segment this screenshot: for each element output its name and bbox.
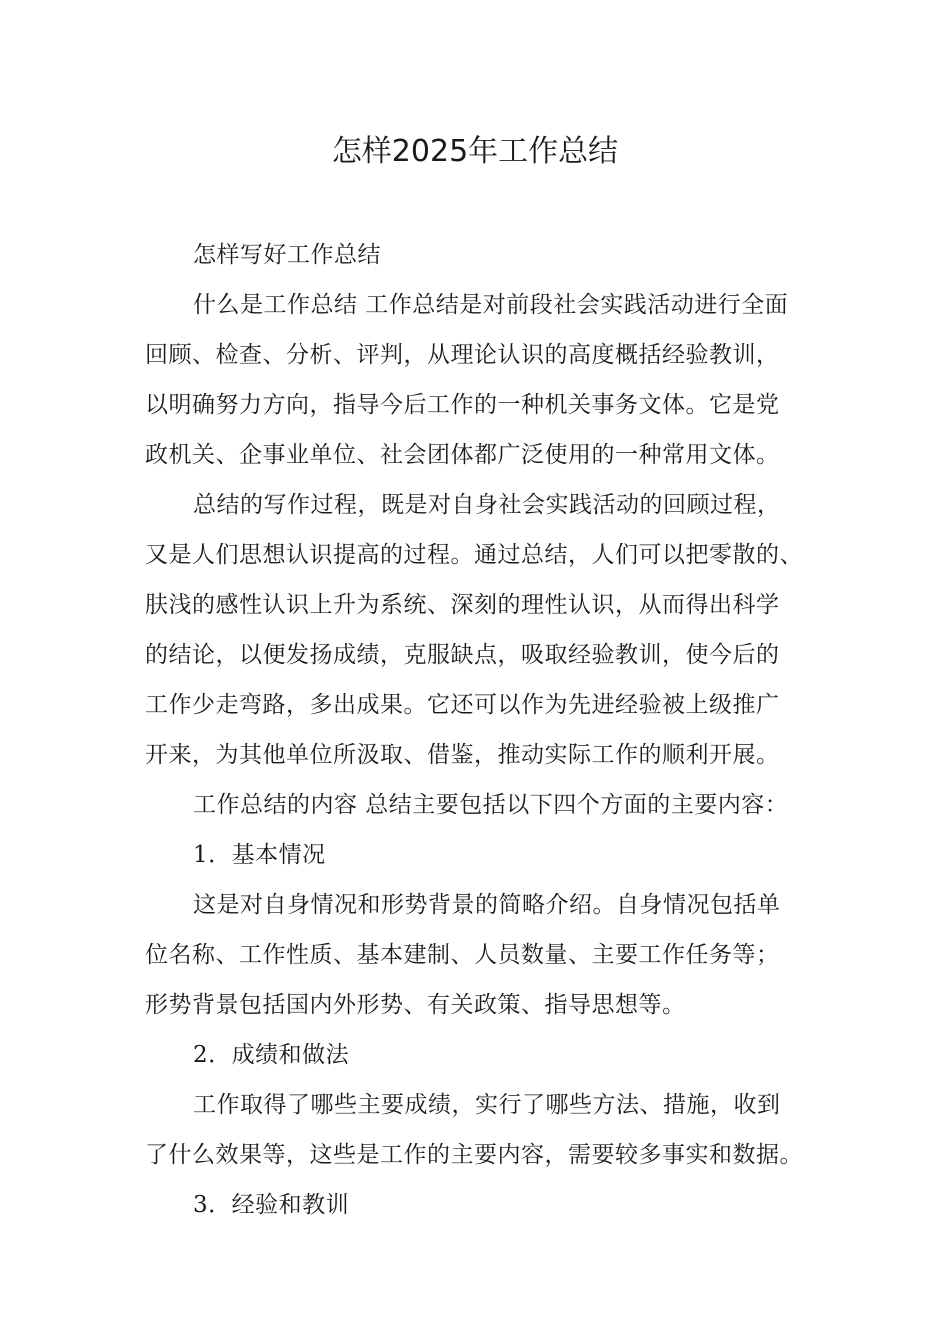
paragraph-line: 形势背景包括国内外形势、有关政策、指导思想等。 xyxy=(145,992,686,1018)
paragraph-line: 这是对自身情况和形势背景的简略介绍。自身情况包括单 xyxy=(193,892,781,918)
document-title: 怎样2025年工作总结 xyxy=(331,134,619,169)
paragraph-line: 又是人们思想认识提高的过程。通过总结，人们可以把零散的、 xyxy=(145,542,803,568)
paragraph-line: 工作总结的内容 总结主要包括以下四个方面的主要内容： xyxy=(193,792,789,818)
paragraph-line: 政机关、企事业单位、社会团体都广泛使用的一种常用文体。 xyxy=(145,442,780,468)
paragraph-line: 肤浅的感性认识上升为系统、深刻的理性认识，从而得出科学 xyxy=(145,592,780,618)
paragraph-line: 工作取得了哪些主要成绩，实行了哪些方法、措施，收到 xyxy=(193,1092,781,1118)
section-heading: 2．成绩和做法 xyxy=(193,1042,350,1068)
paragraph-line: 怎样写好工作总结 xyxy=(193,242,381,268)
paragraph-line: 工作少走弯路，多出成果。它还可以作为先进经验被上级推广 xyxy=(145,692,780,718)
paragraph-line: 什么是工作总结 工作总结是对前段社会实践活动进行全面 xyxy=(193,292,789,318)
paragraph-line: 以明确努力方向，指导今后工作的一种机关事务文体。它是党 xyxy=(145,392,780,418)
paragraph-line: 的结论，以便发扬成绩，克服缺点，吸取经验教训，使今后的 xyxy=(145,642,780,668)
paragraph-line: 了什么效果等，这些是工作的主要内容，需要较多事实和数据。 xyxy=(145,1142,803,1168)
paragraph-line: 位名称、工作性质、基本建制、人员数量、主要工作任务等； xyxy=(145,942,780,968)
section-heading: 3．经验和教训 xyxy=(193,1192,350,1218)
paragraph-line: 开来，为其他单位所汲取、借鉴，推动实际工作的顺利开展。 xyxy=(145,742,780,768)
document-body xyxy=(145,230,825,1230)
section-heading: 1．基本情况 xyxy=(193,842,326,868)
paragraph-line: 回顾、检查、分析、评判，从理论认识的高度概括经验教训， xyxy=(145,342,780,368)
paragraph-line: 总结的写作过程，既是对自身社会实践活动的回顾过程， xyxy=(193,492,781,518)
